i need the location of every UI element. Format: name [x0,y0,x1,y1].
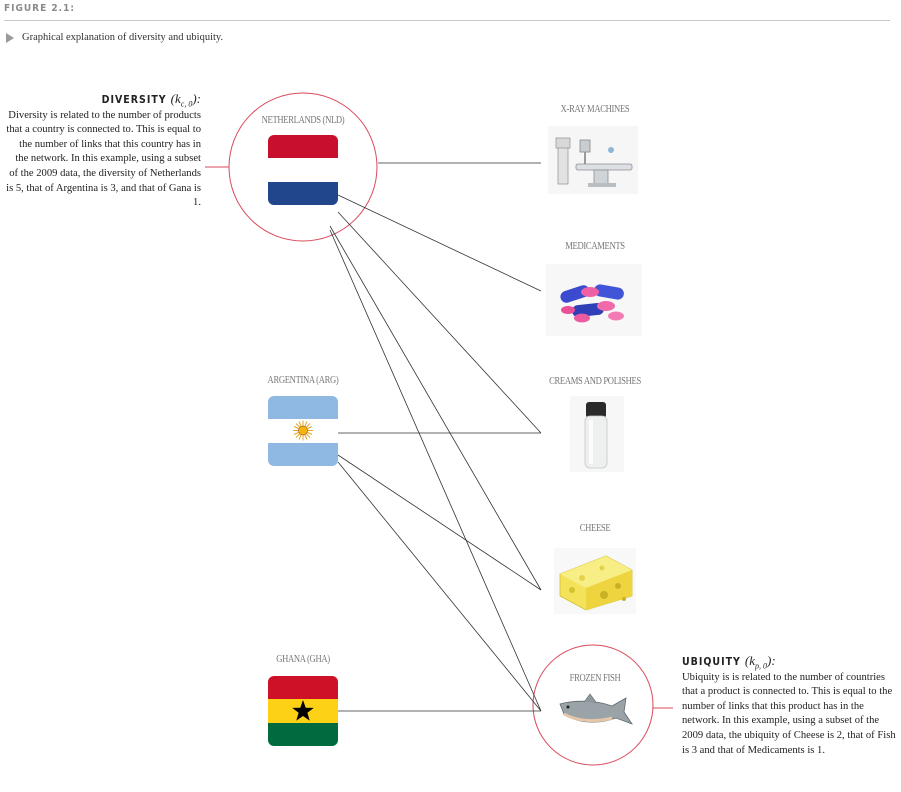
country-label-nld: NETHERLANDS (NLD) [261,115,345,126]
product-label-creams: CREAMS AND POLISHES [549,376,641,387]
diversity-title: DIVERSITY [101,94,167,106]
product-label-cheese: CHEESE [579,523,611,534]
frozen-fish-icon [554,690,636,734]
ubiquity-annotation [682,652,897,758]
figure-caption: Graphical explanation of diversity and ubiquity. [22,32,224,43]
netherlands-flag [268,135,338,205]
ubiquity-title: UBIQUITY [682,656,741,668]
cheese-wedge-icon [554,548,636,614]
country-label-gha: GHANA (GHA) [276,654,330,665]
link-arg-fish [338,462,541,711]
black-star-icon [268,699,338,723]
product-label-medicaments: MEDICAMENTS [565,241,625,252]
ghana-flag [268,676,338,746]
sun-of-may-icon [268,419,338,443]
diversity-formula: $(k_{c, 0})$: [170,91,201,109]
link-arg-cheese [338,455,541,590]
link-nld-cheese [330,226,541,590]
diversity-annotation [4,90,201,211]
medicaments-pills-icon [546,264,642,336]
country-label-arg: ARGENTINA (ARG) [267,375,339,386]
ubiquity-formula: $(k_{p, 0})$: [744,653,776,671]
ubiquity-description: Ubiquity is is related to the number of countries that a product is connected to. This is equal to the number of links that this product has in the network. In this example, using a subset of the 2009 data, the ubiquity of Cheese is 2, that of Fish is 3 and that of Medicaments is 1. [682,671,896,756]
product-label-frozen-fish: FROZEN FISH [569,673,621,684]
argentina-flag [268,396,338,466]
xray-machine-icon [548,126,638,194]
product-label-xray: X-RAY MACHINES [560,104,630,115]
diversity-description: Diversity is related to the number of products that a country is connected to. This is equal to the number of links that this country has in the network. In this example, using a subset of the 2009 data, the diversity of Netherlands is 5, that of Argentina is 3, and that of Gana is 1. [6,109,201,209]
cream-bottle-icon [570,396,624,472]
figure-label: FIGURE 2.1: [4,3,75,14]
link-nld-med [338,195,541,291]
link-nld-creams [338,212,541,433]
